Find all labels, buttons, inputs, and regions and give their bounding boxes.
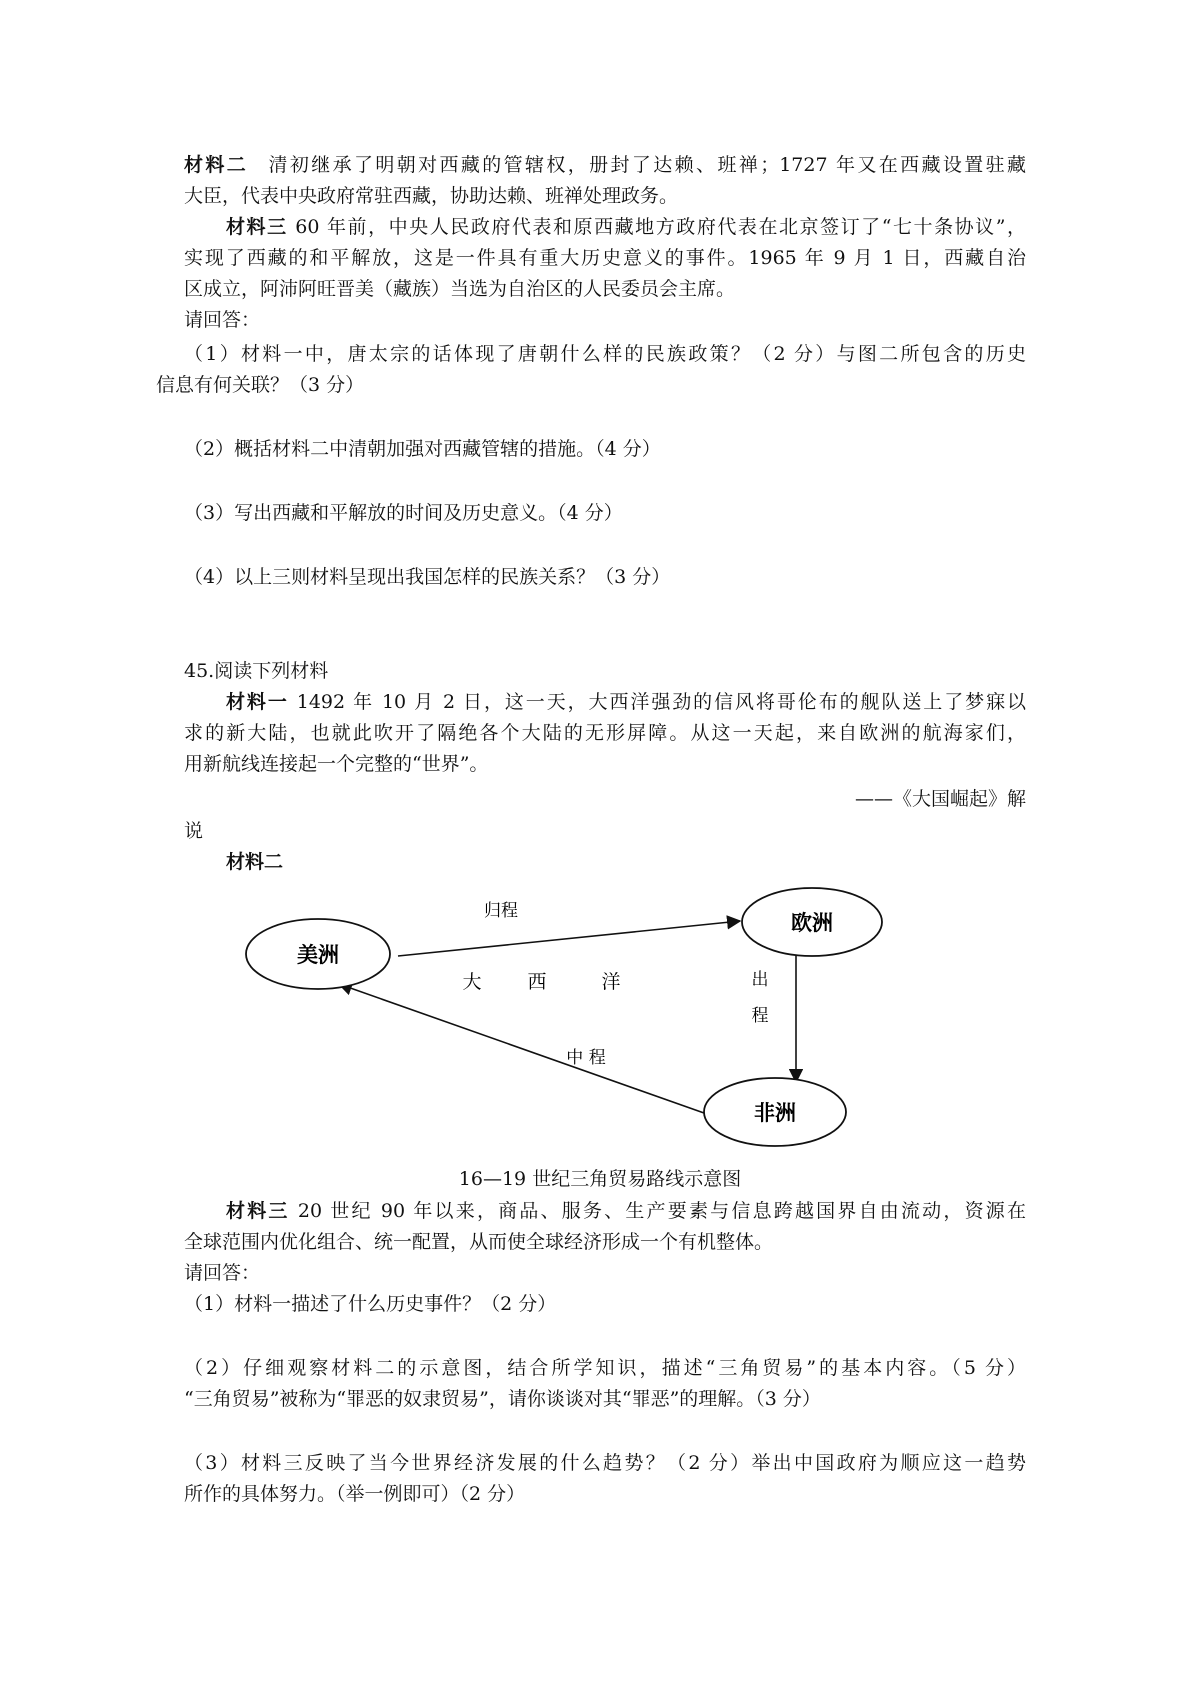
- europe-label: 欧洲: [791, 911, 833, 935]
- q45-material-three-line1: 材料三 20 世纪 90 年以来，商品、服务、生产要素与信息跨越国界自由流动，资源在: [226, 1200, 1026, 1222]
- q45-material-one-line2: 求的新大陆，也就此吹开了隔绝各个大陆的无形屏障。从这一天起，来自欧洲的航海家们，: [184, 722, 1026, 744]
- q44-question-1-line1: （1）材料一中，唐太宗的话体现了唐朝什么样的民族政策？（2 分）与图二所包含的历史: [184, 343, 1026, 365]
- q44-answer-prompt: 请回答：: [184, 309, 261, 331]
- q45-question-3-line1: （3）材料三反映了当今世界经济发展的什么趋势？（2 分）举出中国政府为顺应这一趋势: [184, 1452, 1026, 1474]
- q45-material-one-line1: 材料一 1492 年 10 月 2 日，这一天，大西洋强劲的信风将哥伦布的舰队送上了梦寐以: [226, 691, 1026, 713]
- diagram-caption: 16—19 世纪三角贸易路线示意图: [458, 1168, 742, 1190]
- return-route-label: 归程: [484, 901, 518, 921]
- ocean-label-char-3: 洋: [601, 971, 621, 993]
- q44-question-2: （2）概括材料二中清朝加强对西藏管辖的措施。（4 分）: [184, 438, 661, 460]
- middle-route-label: 中 程: [566, 1048, 606, 1068]
- q45-answer-prompt: 请回答：: [184, 1262, 261, 1284]
- q44-question-4: （4）以上三则材料呈现出我国怎样的民族关系？（3 分）: [184, 566, 671, 588]
- q45-material-one-source-cont: 说: [184, 820, 204, 842]
- q45-question-2-line1: （2）仔细观察材料二的示意图，结合所学知识，描述“三角贸易”的基本内容。（5 分）: [184, 1357, 1026, 1379]
- q44-material-two-line2: 大臣，代表中央政府常驻西藏，协助达赖、班禅处理政务。: [184, 185, 679, 207]
- q44-question-1-line2: 信息有何关联？（3 分）: [156, 374, 365, 396]
- q44-material-two-line1: 材料二 清初继承了明朝对西藏的管辖权，册封了达赖、班禅；1727 年又在西藏设置驻藏: [184, 154, 1026, 176]
- q45-material-one-source: ——《大国崛起》解: [854, 788, 1026, 810]
- q45-question-1: （1）材料一描述了什么历史事件？（2 分）: [184, 1293, 557, 1315]
- q45-material-three-line2: 全球范围内优化组合、统一配置，从而使全球经济形成一个有机整体。: [184, 1231, 774, 1253]
- q45-material-three-label: 材料三: [226, 1200, 290, 1222]
- q44-material-three-line3: 区成立，阿沛阿旺晋美（藏族）当选为自治区的人民委员会主席。: [184, 278, 736, 300]
- q44-material-three-line2: 实现了西藏的和平解放，这是一件具有重大历史意义的事件。1965 年 9 月 1 日，西藏自治: [184, 247, 1026, 269]
- middle-passage-arrow: [339, 984, 704, 1113]
- q45-question-2-line2: “三角贸易”被称为“罪恶的奴隶贸易”，请你谈谈对其“罪恶”的理解。（3 分）: [184, 1388, 821, 1410]
- ocean-label-char-2: 西: [527, 971, 547, 993]
- q44-material-two-label: 材料二: [184, 154, 249, 176]
- q45-material-one-line3: 用新航线连接起一个完整的“世界”。: [184, 753, 489, 775]
- africa-label: 非洲: [754, 1101, 796, 1125]
- q44-question-3: （3）写出西藏和平解放的时间及历史意义。（4 分）: [184, 502, 623, 524]
- q45-heading: 45.阅读下列材料: [184, 660, 329, 682]
- return-route-arrow: [398, 921, 740, 956]
- triangle-trade-diagram: [0, 860, 1200, 1160]
- outbound-route-label-2: 程: [751, 1006, 769, 1026]
- q45-question-3-line2: 所作的具体努力。（举一例即可）（2 分）: [184, 1483, 526, 1505]
- q45-material-two-label: 材料二: [226, 851, 284, 873]
- outbound-route-label-1: 出: [751, 970, 769, 990]
- q45-material-one-label: 材料一: [226, 691, 289, 713]
- q44-material-three-label: 材料三: [226, 216, 288, 238]
- america-label: 美洲: [297, 943, 339, 967]
- q44-material-three-line1: 材料三 60 年前，中央人民政府代表和原西藏地方政府代表在北京签订了“七十条协议”，: [226, 216, 1026, 238]
- ocean-label-char-1: 大: [462, 971, 482, 993]
